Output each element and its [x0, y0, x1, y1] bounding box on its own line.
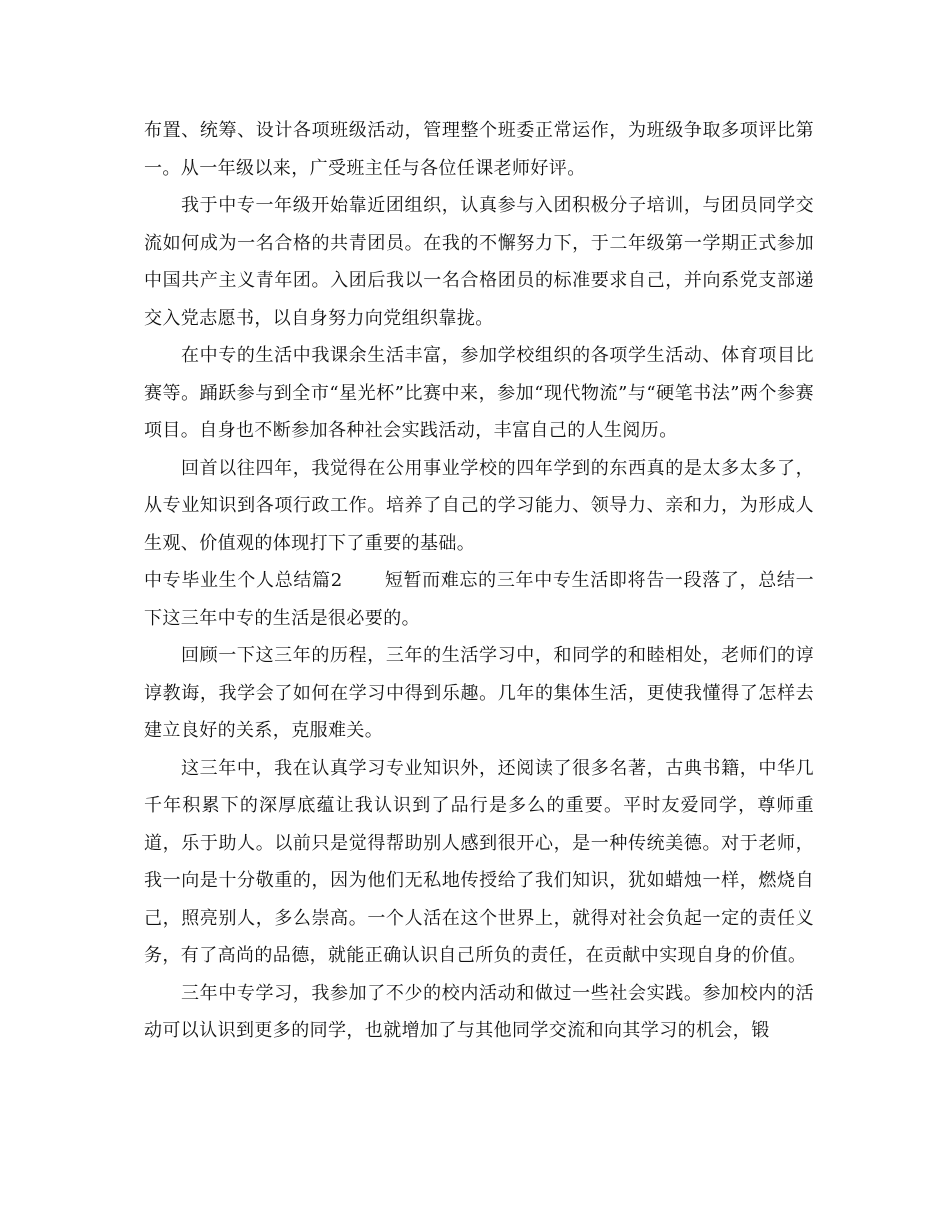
- document-body: [144, 112, 814, 1050]
- paragraph-study: 这三年中，我在认真学习专业知识外，还阅读了很多名著，古典书籍，中华几千年积累下的深厚底蕴让我认识到了品行是多么的重要。平时友爱同学，尊师重道，乐于助人。以前只是觉得帮助别人感到很开心，是一种传统美德。对于老师，我一向是十分敬重的，因为他们无私地传授给了我们知识，犹如蜡烛一样，燃烧自己，照亮别人，多么崇高。一个人活在这个世界上，就得对社会负起一定的责任义务，有了高尚的品德，就能正确认识自己所负的责任，在贡献中实现自身的价值。: [144, 757, 814, 966]
- paragraph-practice: 三年中专学习，我参加了不少的校内活动和做过一些社会实践。参加校内的活动可以认识到更多的同学，也就增加了与其他同学交流和向其学习的机会，锻: [144, 982, 814, 1041]
- section-intro: 短暂而难忘的三年中专生活即将告一段落了，总结一下这三年中专的生活是很必要的。: [144, 570, 814, 629]
- paragraph-league: 我于中专一年级开始靠近团组织，认真参与入团积极分子培训，与团员同学交流如何成为一名合格的共青团员。在我的不懈努力下，于二年级第一学期正式参加中国共产主义青年团。入团后我以一名合格团员的标准要求自己，并向系党支部递交入党志愿书，以自身努力向党组织靠拢。: [144, 195, 814, 329]
- paragraph-activities: 在中专的生活中我课余生活丰富，参加学校组织的各项学生活动、体育项目比赛等。踊跃参与到全市“星光杯”比赛中来，参加“现代物流”与“硬笔书法”两个参赛项目。自身也不断参加各种社会实践活动，丰富自己的人生阅历。: [144, 345, 814, 441]
- section-heading-line: [144, 562, 814, 637]
- paragraph-review: 回顾一下这三年的历程，三年的生活学习中，和同学的和睦相处，老师们的谆谆教诲，我学会了如何在学习中得到乐趣。几年的集体生活，更使我懂得了怎样去建立良好的关系，克服难关。: [144, 645, 814, 741]
- section-heading: 中专毕业生个人总结篇2: [144, 570, 343, 591]
- paragraph-continuation: 布置、统筹、设计各项班级活动，管理整个班委正常运作，为班级争取多项评比第一。从一年级以来，广受班主任与各位任课老师好评。: [144, 120, 814, 179]
- paragraph-reflection: 回首以往四年，我觉得在公用事业学校的四年学到的东西真的是太多太多了，从专业知识到各项行政工作。培养了自己的学习能力、领导力、亲和力，为形成人生观、价值观的体现打下了重要的基础。: [144, 457, 814, 554]
